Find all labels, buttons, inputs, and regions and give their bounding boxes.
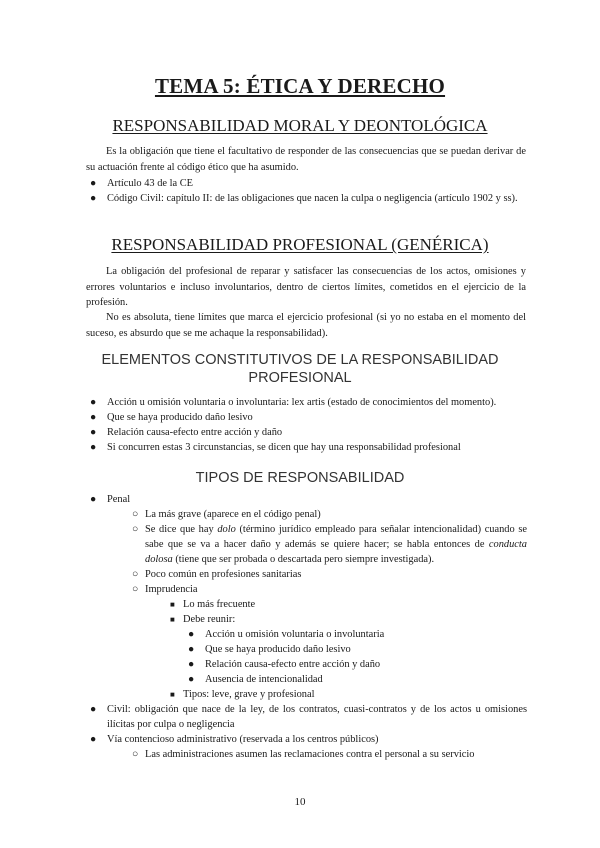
list-item: ● Si concurren estas 3 circunstancias, se dicen que hay una responsabilidad profesional [90, 442, 461, 453]
list-item: ● Código Civil: capítulo II: de las obligaciones que nacen la culpa o negligencia (artículo 1902 y ss). [90, 193, 518, 204]
bullet-icon: ● [90, 397, 97, 408]
bullet-icon: ● [90, 494, 97, 505]
square-bullet-icon: ■ [170, 690, 175, 699]
heading-tipos-responsabilidad: TIPOS DE RESPONSABILIDAD [195, 470, 405, 486]
list-item: ○ Poco común en profesiones sanitarias [132, 569, 302, 580]
paragraph-profesional-2: No es absoluta, tiene límites que marca el ejercicio profesional (si yo no estaba en el momento del suceso, es absurdo que se me achaque la responsabilidad). [86, 312, 526, 339]
page-number: 10 [294, 796, 306, 808]
paragraph-moral: Es la obligación que tiene el facultativo de responder de las consecuencias que se puedan derivar de su actuación frente al código ético que ha asumido. [86, 146, 526, 173]
sublist-via [107, 747, 527, 762]
bullet-icon: ● [90, 442, 97, 453]
circle-bullet-icon: ○ [132, 509, 139, 520]
list-item: ● Acción u omisión voluntaria o involuntaria [188, 629, 385, 640]
bullet-icon: ● [188, 629, 195, 640]
document-title: TEMA 5: ÉTICA Y DERECHO [154, 74, 446, 98]
bullet-icon: ● [90, 427, 97, 438]
list-item-via: ● Vía contencioso administrativo (reservada a los centros públicos) ○ Las administraciones asumen las reclamaciones contra el personal a su servicio [107, 732, 527, 762]
list-item: ● Acción u omisión voluntaria o involuntaria: lex artis (estado de conocimientos del momento). [90, 397, 497, 408]
bullet-icon: ● [90, 412, 97, 423]
bullet-icon: ● [188, 644, 195, 655]
list-item: ● Ausencia de intencionalidad [188, 674, 323, 685]
sublist-imprudencia [145, 597, 527, 702]
circle-bullet-icon: ○ [132, 584, 139, 595]
list-item-civil: ● Civil: obligación que nace de la ley, de los contratos, cuasi-contratos y de los actos u omisiones ilícitas por culpa o negligencia [90, 704, 527, 730]
circle-bullet-icon: ○ [132, 749, 139, 760]
list-item: ● Que se haya producido daño lesivo [90, 412, 253, 423]
list-item-dolo: ○ Se dice que hay dolo (término jurídico empleado para señalar intencionalidad) cuando se sabe que se va a hacer daño y además se quiere hacer; se habla entonces de conducta dolosa (tiene que ser probada o descartada pero siempre investigada). [132, 524, 528, 565]
square-bullet-icon: ■ [170, 615, 175, 624]
list-item: ● Que se haya producido daño lesivo [188, 644, 351, 655]
bullet-icon: ● [90, 178, 97, 189]
heading-responsabilidad-profesional: RESPONSABILIDAD PROFESIONAL (GENÉRICA) [111, 235, 489, 254]
bullet-icon: ● [90, 734, 97, 745]
list-item: ■ Lo más frecuente [170, 599, 256, 610]
list-item: ● Relación causa-efecto entre acción y daño [90, 427, 283, 438]
bullet-icon: ● [188, 659, 195, 670]
list-item: ■ Tipos: leve, grave y profesional [170, 689, 315, 700]
sublist-requisitos [183, 627, 527, 687]
list-item: ○ Las administraciones asumen las reclamaciones contra el personal a su servicio [132, 749, 475, 760]
list-item: ● Relación causa-efecto entre acción y daño [188, 659, 381, 670]
heading-responsabilidad-moral: RESPONSABILIDAD MORAL Y DEONTOLÓGICA [112, 116, 488, 135]
list-item-debe-reunir: ■ Debe reunir: ● Acción u omisión voluntaria o involuntaria ● Que se haya producido daño lesivo ● Relación causa-efecto entre acción y daño ● Ausencia de intencionalidad [183, 612, 527, 687]
circle-bullet-icon: ○ [132, 524, 139, 535]
square-bullet-icon: ■ [170, 600, 175, 609]
list-item-penal: ● Penal ○ La más grave (aparece en el código penal) ○ Se dice que hay dolo (término jurídico empleado para señalar intencionalidad) cuando se sabe que se va a hacer daño y además se quiere hacer; se habla entonces de conducta dolosa (tiene que ser probada o descartada pero siempre investigada). ○ Poco común en profesiones sanitarias ○ Imprudencia ■ Lo más frecuente ■ Debe reunir: ● Acción u omisión voluntaria o involuntaria ● Que se haya producido daño lesivo ● Relación causa-efecto entre acción y daño ● Ausencia de intencionalidad ■ Tipos: leve, grave y profesional [90, 494, 528, 700]
sublist-penal [107, 507, 527, 702]
list-tipos [90, 492, 528, 762]
heading-elementos-constitutivos: ELEMENTOS CONSTITUTIVOS DE LA RESPONSABILIDAD PROFESIONAL [101, 352, 499, 386]
list-item: ○ La más grave (aparece en el código penal) [132, 509, 321, 520]
list-elementos [90, 395, 527, 455]
bullet-icon: ● [90, 193, 97, 204]
circle-bullet-icon: ○ [132, 569, 139, 580]
paragraph-profesional-1: La obligación del profesional de reparar y satisfacer las consecuencias de los actos, omisiones y errores voluntarios e incluso involuntarios, dentro de ciertos límites, cometidos en el ejercicio de la profesión. [86, 266, 526, 308]
bullet-icon: ● [188, 674, 195, 685]
list-item-imprudencia: ○ Imprudencia ■ Lo más frecuente ■ Debe reunir: ● Acción u omisión voluntaria o involuntaria ● Que se haya producido daño lesivo ● Relación causa-efecto entre acción y daño ● Ausencia de intencionalidad ■ Tipos: leve, grave y profesional [145, 582, 527, 702]
list-moral [90, 176, 527, 206]
list-item: ● Artículo 43 de la CE [90, 178, 193, 189]
bullet-icon: ● [90, 704, 97, 715]
